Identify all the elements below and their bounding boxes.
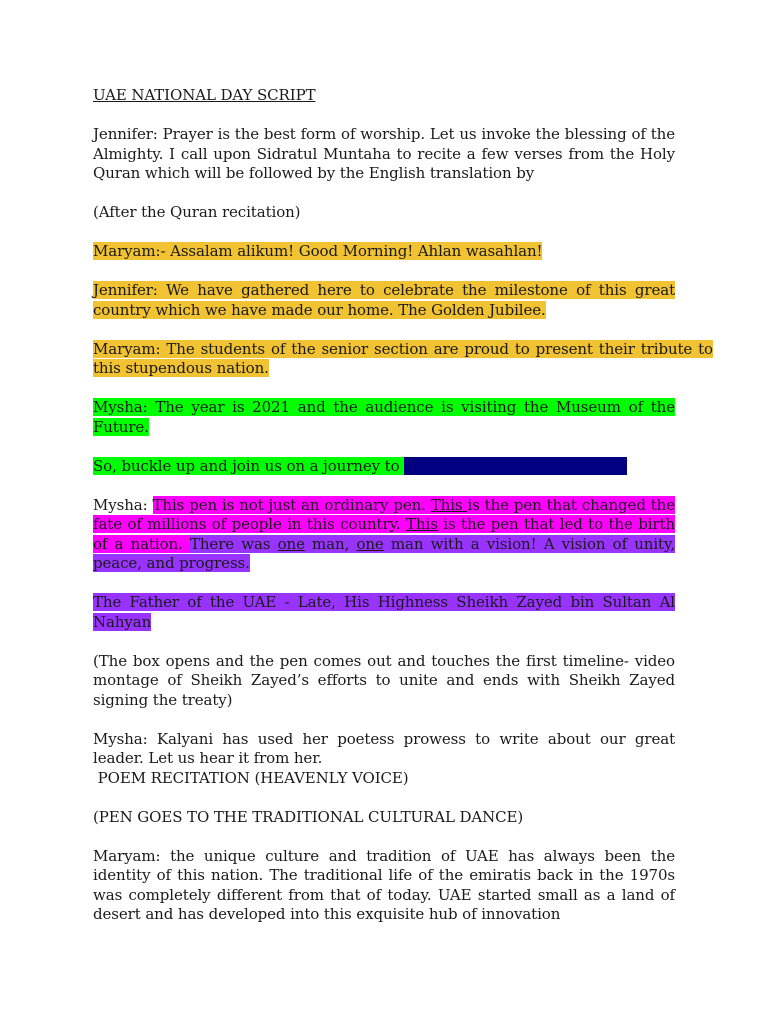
paragraph-kalyani: Mysha: Kalyani has used her poetess prowess to write about our great leader. Let us hear it from her. — [93, 729, 675, 767]
highlight-journey: So, buckle up and join us on a journey to — [93, 456, 405, 475]
pen-sentence-3: is the pen that led to the birth of a nation. — [93, 515, 675, 553]
pen-underline-one-1: one — [277, 534, 305, 553]
pen-sentence-5: man, — [304, 534, 357, 553]
pen-underline-one-2: one — [356, 534, 384, 553]
document-title: UAE NATIONAL DAY SCRIPT — [93, 86, 316, 104]
paragraph-golden-jubilee — [93, 281, 675, 320]
speaker-label: Mysha: — [93, 495, 153, 514]
paragraph-journey — [93, 457, 675, 477]
pen-underline-this-2: This — [406, 515, 438, 533]
paragraph-greeting — [93, 242, 675, 262]
paragraph-after-recitation: (After the Quran recitation) — [93, 203, 301, 221]
paragraph-cultural-dance: (PEN GOES TO THE TRADITIONAL CULTURAL DANCE) — [93, 807, 524, 826]
paragraph-box-opens: (The box opens and the pen comes out and touches the first timeline- video montage of Sheikh Zayed’s efforts to unite and ends with Sheikh Zayed signing the treaty) — [93, 651, 675, 709]
highlight-genesis-legacy: THE GENESIS OF A LEGACY — [404, 456, 628, 475]
paragraph-prayer: Jennifer: Prayer is the best form of worship. Let us invoke the blessing of the Almighty. I call upon Sidratul Muntaha to recite a few verses from the Holy Quran which will be followed by the English translation by — [93, 125, 675, 182]
pen-underline-this-1: This — [430, 495, 468, 514]
pen-sentence-6: man with a vision! A vision of unity, peace, and progress. — [93, 534, 675, 572]
paragraph-museum — [93, 398, 675, 437]
paragraph-culture: Maryam: the unique culture and tradition of UAE has always been the identity of this nation. The traditional life of the emiratis back in the 1970s was completely different from that of today. UAE started small as a land of desert and has developed into this exquisite hub of innovation — [93, 846, 675, 923]
paragraph-tribute — [93, 340, 713, 379]
paragraph-pen — [93, 496, 675, 574]
highlight-museum: Mysha: The year is 2021 and the audience is visiting the Museum of the Future. — [93, 398, 675, 436]
paragraph-poem-recitation: POEM RECITATION (HEAVENLY VOICE) — [93, 768, 409, 787]
highlight-tribute: Maryam: The students of the senior section are proud to present their tribute to this stupendous nation. — [93, 339, 713, 377]
pen-sentence-4: There was — [189, 534, 278, 553]
highlight-greeting: Maryam:- Assalam alikum! Good Morning! Ahlan wasahlan! — [93, 242, 543, 260]
pen-sentence-2: is the pen that changed the fate of millions of people in this country. — [93, 495, 676, 533]
highlight-father-uae: The Father of the UAE - Late, His Highness Sheikh Zayed bin Sultan Al Nahyan — [93, 593, 675, 631]
highlight-golden-jubilee: Jennifer: We have gathered here to celebrate the milestone of this great country which we have made our home. The Golden Jubilee. — [93, 281, 675, 319]
pen-sentence-1: This pen is not just an ordinary pen. — [152, 495, 431, 514]
script-body — [93, 86, 713, 944]
paragraph-father-uae — [93, 593, 675, 632]
